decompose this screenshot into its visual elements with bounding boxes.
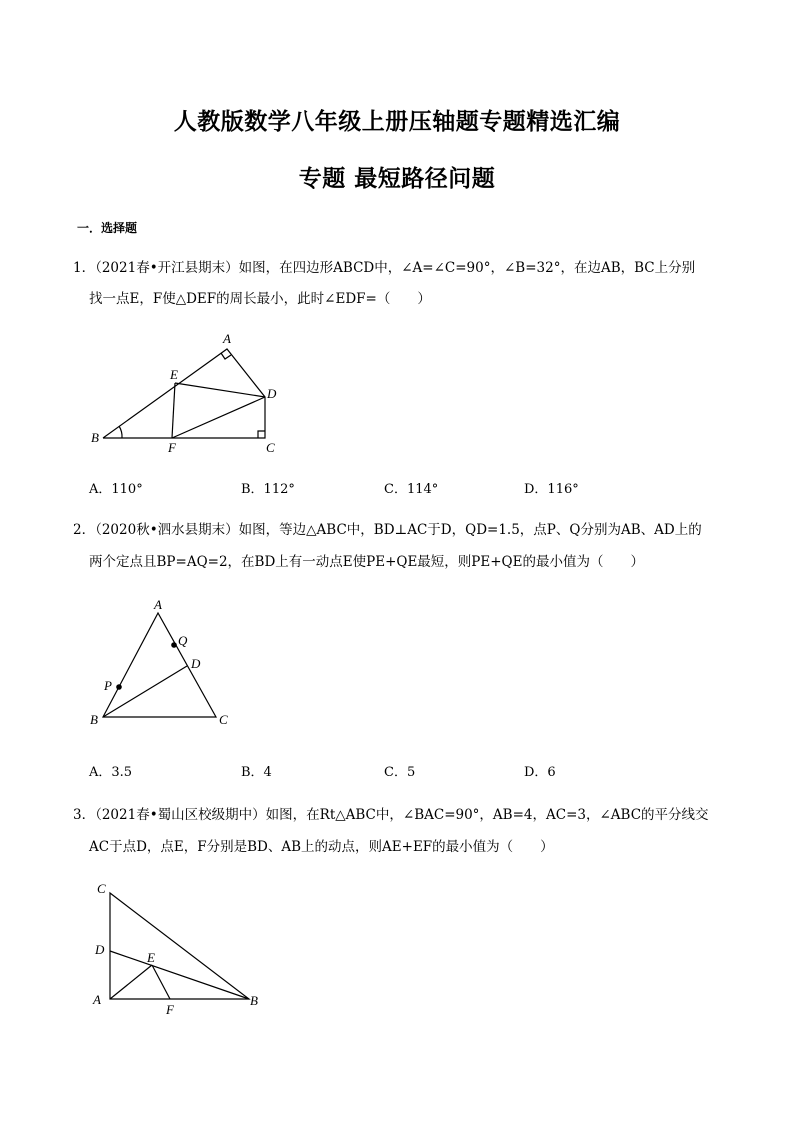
section-heading: 一．选择题 (77, 221, 138, 235)
label-c: C (97, 881, 106, 896)
label-c: C (219, 712, 228, 727)
q2-option-c: C．5 (384, 765, 416, 780)
label-p: P (104, 678, 112, 693)
label-b: B (91, 430, 99, 445)
label-c: C (266, 440, 275, 455)
point-p (116, 684, 122, 690)
question-3-line-2: AC于点D，点E，F分别是BD、AB上的动点，则AE+EF的最小值为（ ） (89, 839, 554, 855)
q1-option-c: C．114° (384, 482, 439, 497)
figure-quadrilateral-abcd (85, 328, 285, 458)
label-d: D (267, 386, 277, 401)
angle-b-arc (119, 426, 122, 438)
label-q: Q (178, 633, 188, 648)
label-a: A (223, 331, 231, 346)
segment-bd (103, 666, 187, 717)
figure-equilateral-triangle (85, 595, 245, 730)
segment-ef (172, 383, 175, 438)
question-3-line-1: 3．（2021春•蜀山区校级期中）如图，在Rt△ABC中，∠BAC=90°，AB=4，AC=3，∠ABC的平分线交 (73, 807, 709, 823)
q1-option-b: B．112° (241, 482, 295, 497)
label-b: B (250, 993, 258, 1008)
segment-ed (175, 383, 265, 397)
q2-option-d: D．6 (524, 765, 556, 780)
segment-ef (152, 965, 170, 999)
page-title: 人教版数学八年级上册压轴题专题精选汇编 (173, 109, 621, 135)
label-b: B (90, 712, 98, 727)
segment-ae (110, 965, 152, 999)
point-q (171, 642, 177, 648)
question-1-line-2: 找一点E，F使△DEF的周长最小，此时∠EDF=（ ） (89, 291, 431, 307)
question-2-line-1: 2．（2020秋•泗水县期末）如图，等边△ABC中，BD⊥AC于D，QD=1.5，点P、Q分别为AB、AD上的 (73, 522, 702, 538)
label-e: E (147, 950, 155, 965)
label-a: A (154, 597, 162, 612)
q1-option-d: D．116° (524, 482, 579, 497)
triangle-abc (110, 893, 249, 999)
right-angle-a (221, 353, 231, 359)
right-angle-c (258, 431, 265, 438)
label-d: D (191, 656, 201, 671)
label-a: A (93, 992, 101, 1007)
question-1-line-1: 1．（2021春•开江县期末）如图，在四边形ABCD中，∠A=∠C=90°，∠B=32°，在边AB，BC上分别 (73, 260, 696, 276)
q2-option-a: A．3.5 (89, 765, 133, 780)
segment-bd (110, 951, 249, 999)
label-d: D (95, 942, 105, 957)
page-subtitle: 专题 最短路径问题 (298, 166, 496, 192)
segment-fd (172, 397, 265, 438)
figure-right-triangle (85, 876, 270, 1021)
q1-option-a: A．110° (89, 482, 143, 497)
label-f: F (166, 1002, 174, 1017)
question-2-line-2: 两个定点且BP=AQ=2，在BD上有一动点E使PE+QE最短，则PE+QE的最小值为（ ） (89, 554, 644, 570)
label-e: E (170, 367, 178, 382)
label-f: F (168, 440, 176, 455)
q2-option-b: B．4 (241, 765, 272, 780)
